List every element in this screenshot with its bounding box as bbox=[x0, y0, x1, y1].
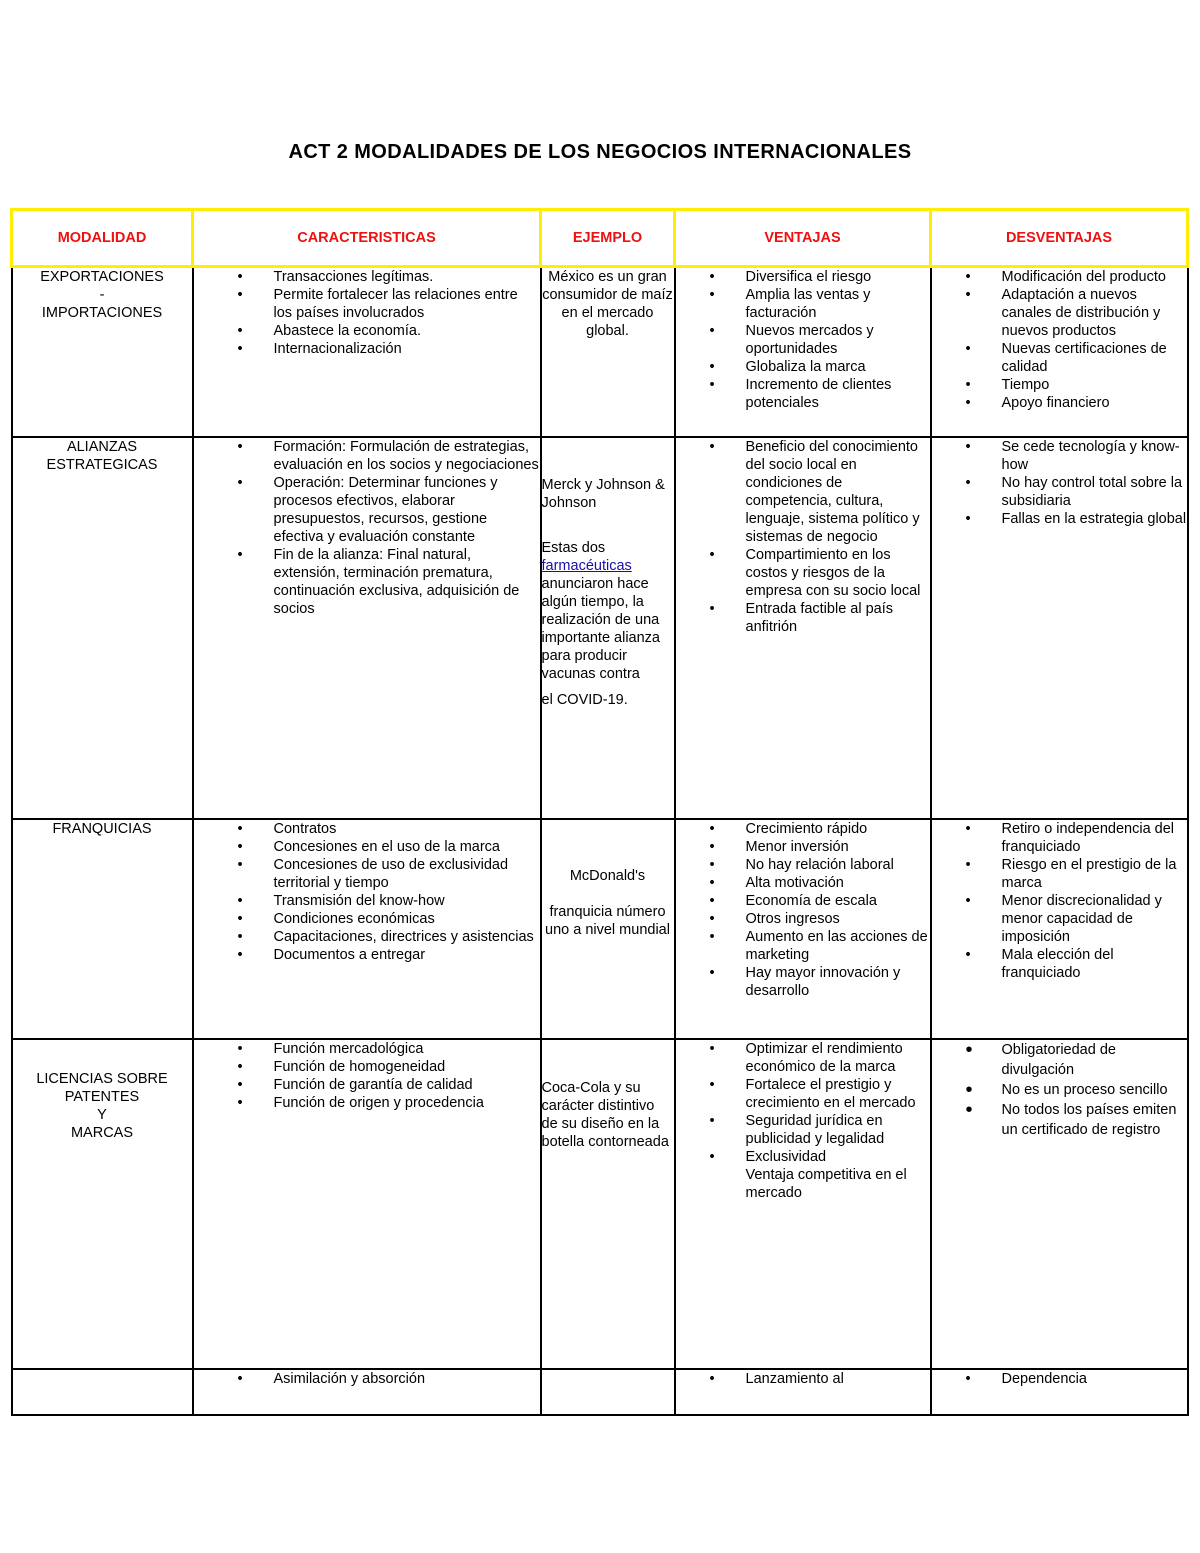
modalidad-line: LICENCIAS SOBRE bbox=[36, 1070, 168, 1087]
modalidad-line: ESTRATEGICAS bbox=[46, 456, 158, 473]
ventajas-list bbox=[676, 1370, 930, 1388]
list-item: • Otros ingresos bbox=[676, 910, 930, 928]
table-row bbox=[12, 819, 1188, 1039]
list-item: • Alta motivación bbox=[676, 874, 930, 892]
ventajas-cell bbox=[675, 1039, 931, 1369]
desventajas-cell bbox=[931, 267, 1188, 437]
modalidad-cell bbox=[12, 437, 193, 819]
list-item: • Permite fortalecer las relaciones entre los países involucrados bbox=[194, 286, 540, 322]
list-item: • Crecimiento rápido bbox=[676, 820, 930, 838]
list-item: • Se cede tecnología y know-how bbox=[932, 438, 1187, 474]
list-item: • Concesiones de uso de exclusividad territorial y tiempo bbox=[194, 856, 540, 892]
list-item: • Compartimiento en los costos y riesgos de la empresa con su socio local bbox=[676, 546, 930, 600]
list-item: • Exclusividad bbox=[676, 1148, 930, 1166]
modalidad-line: - bbox=[99, 287, 105, 303]
list-item: • Diversifica el riesgo bbox=[676, 268, 930, 286]
caracteristicas-list bbox=[194, 820, 540, 964]
list-item: • Lanzamiento al bbox=[676, 1370, 930, 1388]
ejemplo-pre-link: Estas dos bbox=[541, 539, 606, 556]
header-ventajas: VENTAJAS bbox=[675, 210, 931, 267]
ventajas-cell bbox=[675, 1369, 931, 1415]
list-item: • Condiciones económicas bbox=[194, 910, 540, 928]
ejemplo-text: McDonald's bbox=[569, 867, 646, 884]
list-item: • Transacciones legítimas. bbox=[194, 268, 540, 286]
ventajas-list bbox=[676, 438, 930, 636]
ejemplo-cell bbox=[541, 1039, 675, 1369]
ventajas-cell bbox=[675, 267, 931, 437]
modalidad-line: Y bbox=[97, 1106, 107, 1123]
list-item: • Fin de la alianza: Final natural, extensión, terminación prematura, continuación exclusiva, adquisición de socios bbox=[194, 546, 540, 618]
table-row bbox=[12, 1039, 1188, 1369]
modalidad-line: MARCAS bbox=[70, 1124, 134, 1141]
list-item: • Seguridad jurídica en publicidad y legalidad bbox=[676, 1112, 930, 1148]
ventajas-cell bbox=[675, 819, 931, 1039]
ventajas-extra-line: Ventaja competitiva en el mercado bbox=[745, 1166, 907, 1201]
desventajas-list bbox=[932, 268, 1187, 412]
ejemplo-text: franquicia número uno a nivel mundial bbox=[545, 903, 670, 938]
modalidad-line: IMPORTACIONES bbox=[41, 305, 163, 321]
list-item: • Optimizar el rendimiento económico de la marca bbox=[676, 1040, 930, 1076]
table-row bbox=[12, 437, 1188, 819]
list-item: • Fallas en la estrategia global bbox=[932, 510, 1187, 528]
modalidad-line: ALIANZAS bbox=[66, 438, 138, 455]
caracteristicas-cell bbox=[193, 1369, 541, 1415]
ejemplo-text: Coca-Cola y su carácter distintivo de su diseño en la botella contorneada bbox=[541, 1079, 669, 1150]
list-item: • Menor discrecionalidad y menor capacidad de imposición bbox=[932, 892, 1187, 946]
modalidad-cell bbox=[12, 819, 193, 1039]
ejemplo-cell bbox=[541, 437, 675, 819]
list-item: • Concesiones en el uso de la marca bbox=[194, 838, 540, 856]
header-desventajas: DESVENTAJAS bbox=[931, 210, 1188, 267]
ejemplo-cell bbox=[541, 819, 675, 1039]
modalidad-cell bbox=[12, 267, 193, 437]
list-item: • Tiempo bbox=[932, 376, 1187, 394]
list-item: • Amplia las ventas y facturación bbox=[676, 286, 930, 322]
list-item: • Asimilación y absorción bbox=[194, 1370, 540, 1388]
desventajas-list bbox=[932, 820, 1187, 982]
desventajas-cell bbox=[931, 1039, 1188, 1369]
ejemplo-intro: Merck y Johnson & Johnson bbox=[541, 476, 665, 511]
ventajas-list bbox=[676, 820, 930, 1000]
list-item: • Formación: Formulación de estrategias, evaluación en los socios y negociaciones bbox=[194, 438, 540, 474]
list-item: • No todos los países emiten un certificado de registro bbox=[932, 1100, 1187, 1140]
list-item: • Modificación del producto bbox=[932, 268, 1187, 286]
page-title: ACT 2 MODALIDADES DE LOS NEGOCIOS INTERNACIONALES bbox=[288, 141, 912, 163]
caracteristicas-cell bbox=[193, 1039, 541, 1369]
list-item: • Operación: Determinar funciones y procesos efectivos, elaborar presupuestos, recursos, gestione efectiva y evaluación constante bbox=[194, 474, 540, 546]
list-item: • Aumento en las acciones de marketing bbox=[676, 928, 930, 964]
list-item: • Apoyo financiero bbox=[932, 394, 1187, 412]
list-item: • Adaptación a nuevos canales de distribución y nuevos productos bbox=[932, 286, 1187, 340]
list-item: • Internacionalización bbox=[194, 340, 540, 358]
farmaceuticas-link[interactable]: farmacéuticas bbox=[541, 557, 632, 574]
ejemplo-body: anunciaron hace algún tiempo, la realización de una importante alianza para producir vacunas contra bbox=[541, 575, 660, 682]
list-item: • No es un proceso sencillo bbox=[932, 1080, 1187, 1100]
list-item: • Entrada factible al país anfitrión bbox=[676, 600, 930, 636]
list-item: • Función mercadológica bbox=[194, 1040, 540, 1058]
list-item: • No hay control total sobre la subsidiaria bbox=[932, 474, 1187, 510]
header-caracteristicas: CARACTERISTICAS bbox=[193, 210, 541, 267]
modalidad-line: EXPORTACIONES bbox=[40, 269, 164, 285]
table-row bbox=[12, 1369, 1188, 1415]
list-item: • Función de origen y procedencia bbox=[194, 1094, 540, 1112]
desventajas-cell bbox=[931, 437, 1188, 819]
desventajas-list bbox=[932, 438, 1187, 528]
caracteristicas-cell bbox=[193, 819, 541, 1039]
list-item: • Incremento de clientes potenciales bbox=[676, 376, 930, 412]
caracteristicas-cell bbox=[193, 267, 541, 437]
list-item: • Economía de escala bbox=[676, 892, 930, 910]
list-item: • Riesgo en el prestigio de la marca bbox=[932, 856, 1187, 892]
desventajas-list bbox=[932, 1370, 1187, 1388]
ventajas-list bbox=[676, 1040, 930, 1166]
modalities-table bbox=[10, 208, 1189, 1416]
ejemplo-cell bbox=[541, 1369, 675, 1415]
list-item: • Obligatoriedad de divulgación bbox=[932, 1040, 1187, 1080]
list-item: • Menor inversión bbox=[676, 838, 930, 856]
list-item: • Beneficio del conocimiento del socio local en condiciones de competencia, cultura, lenguaje, sistema político y sistemas de negocio bbox=[676, 438, 930, 546]
list-item: • Nuevos mercados y oportunidades bbox=[676, 322, 930, 358]
list-item: • Fortalece el prestigio y crecimiento en el mercado bbox=[676, 1076, 930, 1112]
list-item: • Función de homogeneidad bbox=[194, 1058, 540, 1076]
modalidad-cell bbox=[12, 1369, 193, 1415]
ventajas-list bbox=[676, 268, 930, 412]
desventajas-cell bbox=[931, 1369, 1188, 1415]
list-item: • Contratos bbox=[194, 820, 540, 838]
modalidad-line: FRANQUICIAS bbox=[52, 820, 152, 837]
list-item: • Capacitaciones, directrices y asistencias bbox=[194, 928, 540, 946]
ejemplo-end: el COVID-19. bbox=[541, 691, 628, 708]
list-item: • Dependencia bbox=[932, 1370, 1187, 1388]
ejemplo-cell bbox=[541, 267, 675, 437]
ejemplo-text: México es un gran consumidor de maíz en el mercado global. bbox=[542, 269, 673, 339]
list-item: • Transmisión del know-how bbox=[194, 892, 540, 910]
modalidad-cell bbox=[12, 1039, 193, 1369]
caracteristicas-list bbox=[194, 1370, 540, 1388]
list-item: • Mala elección del franquiciado bbox=[932, 946, 1187, 982]
list-item: • No hay relación laboral bbox=[676, 856, 930, 874]
caracteristicas-list bbox=[194, 438, 540, 618]
caracteristicas-list bbox=[194, 268, 540, 358]
list-item: • Documentos a entregar bbox=[194, 946, 540, 964]
list-item: • Retiro o independencia del franquiciado bbox=[932, 820, 1187, 856]
ventajas-cell bbox=[675, 437, 931, 819]
list-item: • Nuevas certificaciones de calidad bbox=[932, 340, 1187, 376]
table-row bbox=[12, 267, 1188, 437]
caracteristicas-cell bbox=[193, 437, 541, 819]
list-item: • Abastece la economía. bbox=[194, 322, 540, 340]
caracteristicas-list bbox=[194, 1040, 540, 1112]
header-ejemplo: EJEMPLO bbox=[541, 210, 675, 267]
desventajas-list bbox=[932, 1040, 1187, 1140]
list-item: • Hay mayor innovación y desarrollo bbox=[676, 964, 930, 1000]
list-item: • Función de garantía de calidad bbox=[194, 1076, 540, 1094]
header-row bbox=[12, 210, 1188, 267]
modalidad-line: PATENTES bbox=[64, 1088, 140, 1105]
list-item: • Globaliza la marca bbox=[676, 358, 930, 376]
desventajas-cell bbox=[931, 819, 1188, 1039]
header-modalidad: MODALIDAD bbox=[12, 210, 193, 267]
